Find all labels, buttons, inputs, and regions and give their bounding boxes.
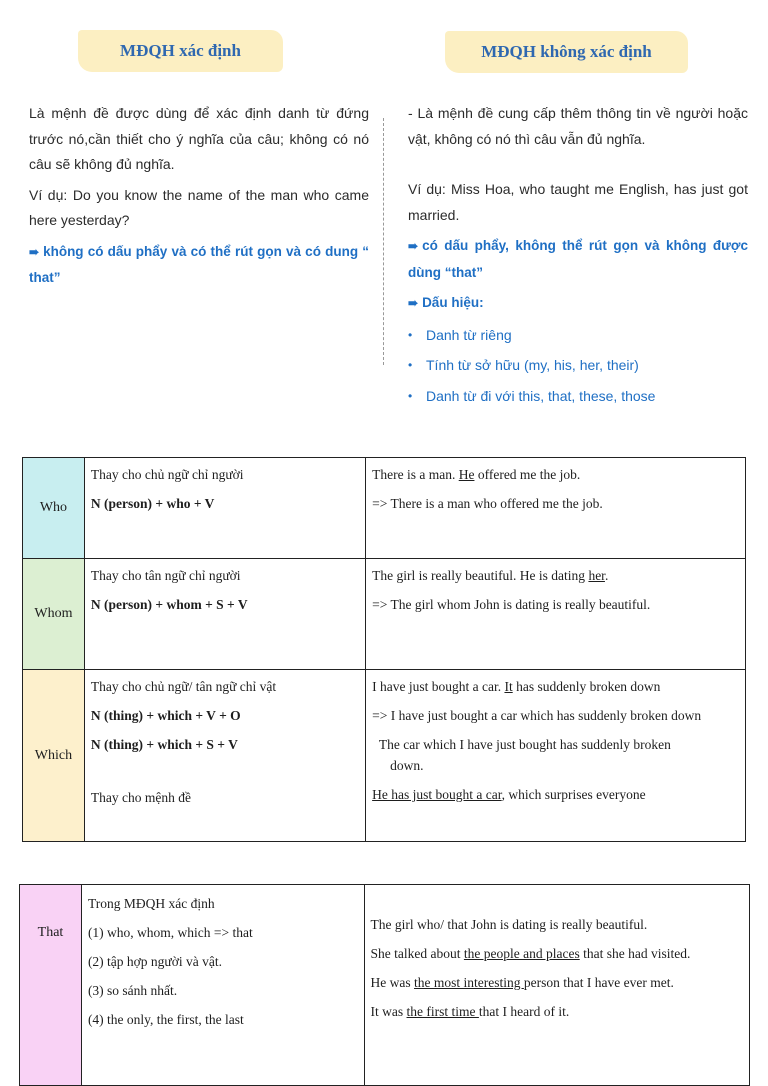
formula-text: N (person) + whom + S + V xyxy=(90,597,248,612)
list-item: • Danh từ đi với this, that, these, those xyxy=(408,384,748,410)
list-item: • Tính từ sở hữu (my, his, her, their) xyxy=(408,353,748,379)
column-divider xyxy=(383,118,384,365)
table-row-that xyxy=(20,885,750,1086)
header-non-defining-clause: MĐQH không xác định xyxy=(445,31,688,73)
rule-text: (4) the only, the first, the last xyxy=(87,1012,244,1027)
signs-list xyxy=(408,323,748,410)
table-row-whom xyxy=(23,559,746,670)
example-line: => There is a man who offered me the job. xyxy=(372,496,603,511)
table-row-which xyxy=(23,670,746,842)
example-line: He has just bought a car, which surprises everyone xyxy=(372,787,646,802)
header-defining-clause: MĐQH xác định xyxy=(78,30,283,72)
keyword-that: That xyxy=(20,885,82,1086)
formula-text: N (thing) + which + S + V xyxy=(90,737,238,752)
formula-text: N (person) + who + V xyxy=(90,496,215,511)
example-line: She talked about the people and places that she had visited. xyxy=(370,946,691,961)
example-line: There is a man. He offered me the job. xyxy=(372,467,581,482)
example-line: => I have just bought a car which has suddenly broken down xyxy=(372,708,702,723)
example-line: It was the first time that I heard of it. xyxy=(370,1004,570,1019)
rule-text: Trong MĐQH xác định xyxy=(87,896,215,911)
arrow-right-icon: ➠ xyxy=(408,296,419,310)
note-text: ➠ có dấu phẩy, không thể rút gọn và không được dùng “that” xyxy=(408,238,748,280)
example-line-continued: down. xyxy=(390,758,424,773)
example-text: Ví dụ: Do you know the name of the man who came here yesterday? xyxy=(29,186,369,228)
table-row-who xyxy=(23,458,746,559)
arrow-right-icon: ➠ xyxy=(408,239,419,253)
keyword-which: Which xyxy=(23,670,85,842)
that-table xyxy=(19,884,750,1086)
keyword-who: Who xyxy=(23,458,85,559)
example-line: I have just bought a car. It has suddenly broken down xyxy=(372,679,661,694)
non-defining-clause-column xyxy=(408,101,748,409)
usage-text: Thay cho chủ ngữ/ tân ngữ chỉ vật xyxy=(90,679,277,694)
defining-clause-column xyxy=(29,101,369,291)
rule-text: (2) tập hợp người và vật. xyxy=(87,954,223,969)
usage-text: Thay cho mệnh đề xyxy=(90,790,191,805)
note-text: ➠ không có dấu phẩy và có thể rút gọn và có dung “ that” xyxy=(29,243,369,285)
example-text: Ví dụ: Miss Hoa, who taught me English, has just got married. xyxy=(408,181,748,223)
rule-text: (3) so sánh nhất. xyxy=(87,983,178,998)
list-item: • Danh từ riêng xyxy=(408,323,748,349)
example-line: The girl is really beautiful. He is dating her. xyxy=(372,568,609,583)
definition-text: Là mệnh đề được dùng để xác định danh từ đứng trước nó,cần thiết cho ý nghĩa của câu; không có nó câu sẽ không đủ nghĩa. xyxy=(29,105,369,172)
definition-text: - Là mệnh đề cung cấp thêm thông tin về người hoặc vật, không có nó thì câu vẫn đủ nghĩa. xyxy=(408,105,748,147)
example-line: The car which I have just bought has suddenly broken xyxy=(378,737,671,752)
formula-text: N (thing) + which + V + O xyxy=(90,708,241,723)
arrow-right-icon: ➠ xyxy=(29,244,40,259)
usage-text: Thay cho chủ ngữ chỉ người xyxy=(90,467,244,482)
rule-text: (1) who, whom, which => that xyxy=(87,925,253,940)
example-line: He was the most interesting person that I have ever met. xyxy=(370,975,674,990)
example-line: => The girl whom John is dating is really beautiful. xyxy=(372,597,651,612)
signs-label: ➠ Dấu hiệu: xyxy=(408,295,484,310)
example-line: The girl who/ that John is dating is really beautiful. xyxy=(370,917,648,932)
usage-text: Thay cho tân ngữ chỉ người xyxy=(90,568,241,583)
keyword-whom: Whom xyxy=(23,559,85,670)
relative-pronoun-table xyxy=(22,457,746,842)
